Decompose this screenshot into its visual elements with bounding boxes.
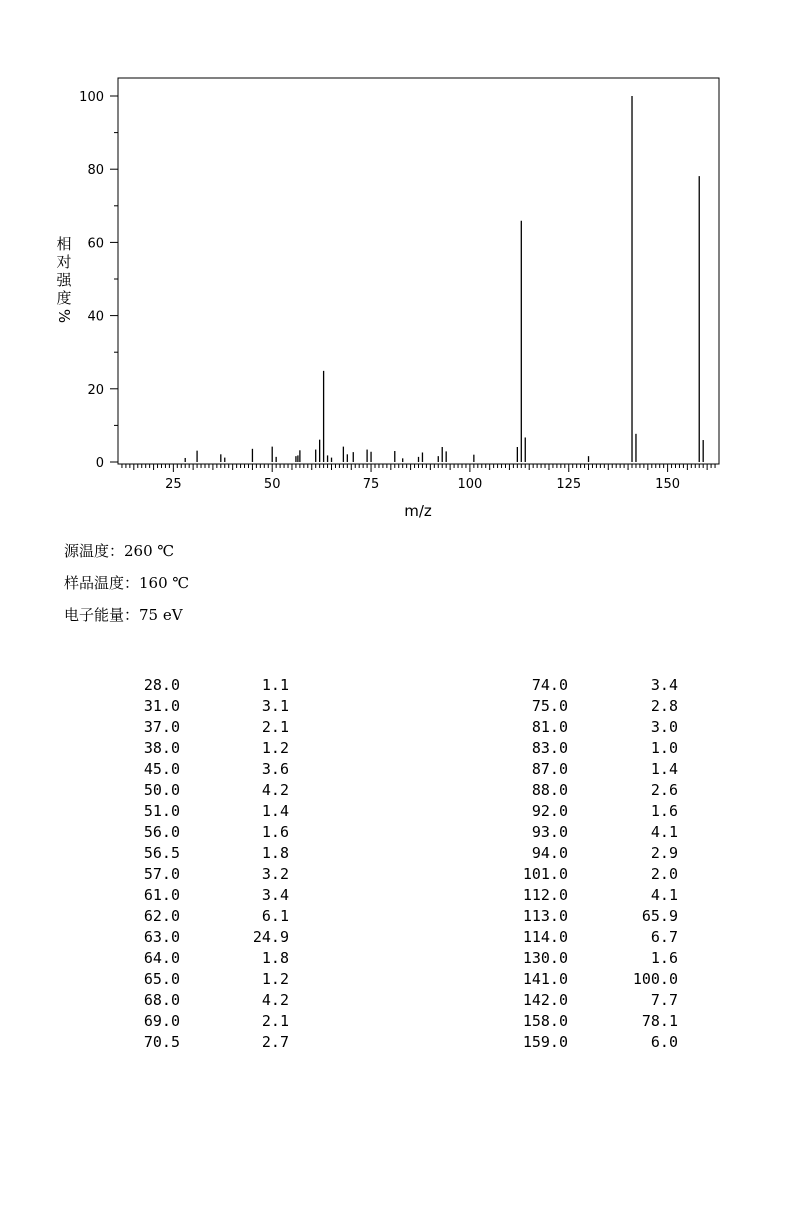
mz-value: 114.0	[522, 928, 568, 946]
y-axis-title-char: 对	[56, 253, 72, 271]
table-row	[0, 781, 400, 802]
table-row	[400, 760, 794, 781]
mz-value: 56.0	[143, 823, 180, 841]
table-row	[0, 991, 400, 1012]
condition-value: 160 ℃	[139, 574, 190, 592]
mz-value: 61.0	[143, 886, 180, 904]
mz-value: 141.0	[522, 970, 568, 988]
mass-spectrum-chart	[0, 0, 794, 530]
mz-value: 94.0	[531, 844, 568, 862]
mz-value: 130.0	[522, 949, 568, 967]
intensity-value: 3.0	[650, 718, 678, 736]
y-axis-title-char: 度	[56, 289, 72, 307]
y-axis-title-char: 强	[56, 271, 72, 289]
table-row	[400, 739, 794, 760]
table-row	[0, 697, 400, 718]
table-row	[400, 718, 794, 739]
intensity-value: 1.6	[650, 802, 678, 820]
mz-value: 88.0	[531, 781, 568, 799]
table-row	[400, 928, 794, 949]
x-tick-label: 50	[263, 477, 281, 492]
intensity-value: 3.1	[261, 697, 289, 715]
table-row	[0, 739, 400, 760]
table-row	[0, 718, 400, 739]
mz-value: 37.0	[143, 718, 180, 736]
table-row	[0, 928, 400, 949]
y-axis-title	[55, 235, 73, 323]
intensity-value: 1.8	[261, 844, 289, 862]
intensity-value: 1.0	[650, 739, 678, 757]
table-row	[0, 676, 400, 697]
x-tick-label: 75	[362, 477, 380, 492]
intensity-value: 2.6	[650, 781, 678, 799]
mz-value: 81.0	[531, 718, 568, 736]
intensity-value: 3.4	[650, 676, 678, 694]
x-tick-label: 125	[556, 477, 582, 492]
mz-value: 56.5	[143, 844, 180, 862]
intensity-value: 65.9	[641, 907, 678, 925]
table-row	[400, 907, 794, 928]
mz-value: 57.0	[143, 865, 180, 883]
intensity-value: 1.6	[650, 949, 678, 967]
table-row	[400, 949, 794, 970]
table-row	[400, 844, 794, 865]
table-row	[0, 949, 400, 970]
intensity-value: 2.0	[650, 865, 678, 883]
intensity-value: 1.1	[261, 676, 289, 694]
x-axis-ticks	[122, 464, 715, 492]
intensity-value: 6.0	[650, 1033, 678, 1051]
mz-value: 63.0	[143, 928, 180, 946]
y-tick-label: 40	[87, 309, 104, 325]
table-row	[400, 781, 794, 802]
intensity-value: 2.1	[261, 1012, 289, 1030]
y-tick-label: 100	[79, 90, 104, 105]
mz-value: 69.0	[143, 1012, 180, 1030]
intensity-value: 3.6	[261, 760, 289, 778]
mz-value: 45.0	[143, 760, 180, 778]
intensity-value: 1.6	[261, 823, 289, 841]
mz-value: 51.0	[143, 802, 180, 820]
mz-value: 74.0	[531, 676, 568, 694]
mz-value: 93.0	[531, 823, 568, 841]
intensity-value: 1.2	[261, 739, 289, 757]
mz-value: 70.5	[143, 1033, 180, 1051]
intensity-value: 2.8	[650, 697, 678, 715]
table-row	[400, 1012, 794, 1033]
condition-label: 源温度：	[64, 542, 125, 560]
y-axis-title-char: %	[55, 308, 73, 324]
table-row	[0, 1033, 400, 1054]
table-row	[0, 970, 400, 991]
x-tick-label: 25	[165, 477, 182, 492]
intensity-value: 3.4	[261, 886, 289, 904]
sample-temperature	[64, 572, 189, 593]
mz-value: 83.0	[531, 739, 568, 757]
table-row	[400, 991, 794, 1012]
x-tick-label: 150	[655, 477, 681, 492]
intensity-value: 1.2	[261, 970, 289, 988]
condition-value: 75 eV	[139, 606, 183, 624]
mz-value: 142.0	[522, 991, 568, 1009]
table-row	[0, 886, 400, 907]
condition-label: 电子能量：	[64, 606, 140, 624]
intensity-value: 1.8	[261, 949, 289, 967]
intensity-value: 6.7	[650, 928, 678, 946]
intensity-value: 6.1	[261, 907, 289, 925]
table-row	[400, 970, 794, 991]
mz-value: 28.0	[143, 676, 180, 694]
intensity-value: 7.7	[650, 991, 678, 1009]
intensity-value: 78.1	[641, 1012, 678, 1030]
table-row	[0, 823, 400, 844]
intensity-value: 100.0	[632, 970, 678, 988]
y-tick-label: 20	[87, 382, 104, 398]
intensity-value: 2.7	[261, 1033, 289, 1051]
mz-value: 113.0	[522, 907, 568, 925]
table-row	[400, 865, 794, 886]
source-temperature	[64, 540, 174, 561]
mz-value: 159.0	[522, 1033, 568, 1051]
intensity-value: 24.9	[252, 928, 289, 946]
table-row	[0, 865, 400, 886]
intensity-value: 3.2	[261, 865, 289, 883]
intensity-value: 2.9	[650, 844, 678, 862]
peak-bars	[185, 96, 703, 462]
intensity-value: 1.4	[261, 802, 289, 820]
mz-value: 62.0	[143, 907, 180, 925]
peak-table-right	[400, 676, 794, 1054]
mz-value: 31.0	[143, 697, 180, 715]
table-row	[0, 1012, 400, 1033]
electron-energy	[64, 604, 183, 625]
y-axis-ticks	[79, 90, 118, 471]
table-row	[400, 823, 794, 844]
y-tick-label: 60	[87, 236, 104, 252]
x-axis-title: m/z	[404, 502, 432, 520]
table-row	[400, 802, 794, 823]
intensity-value: 4.1	[650, 823, 678, 841]
y-axis-title-char: 相	[56, 235, 72, 253]
condition-label: 样品温度：	[64, 574, 140, 592]
mz-value: 50.0	[143, 781, 180, 799]
intensity-value: 4.2	[261, 991, 289, 1009]
mz-value: 64.0	[143, 949, 180, 967]
x-tick-label: 100	[457, 477, 483, 492]
mz-value: 87.0	[531, 760, 568, 778]
table-row	[400, 886, 794, 907]
mz-value: 92.0	[531, 802, 568, 820]
plot-frame	[118, 78, 719, 464]
mz-value: 101.0	[522, 865, 568, 883]
mz-value: 112.0	[522, 886, 568, 904]
peak-table-left	[0, 676, 400, 1054]
table-row	[400, 697, 794, 718]
y-tick-label: 0	[95, 456, 104, 471]
intensity-value: 4.1	[650, 886, 678, 904]
condition-value: 260 ℃	[124, 542, 175, 560]
y-tick-label: 80	[87, 163, 104, 179]
intensity-value: 2.1	[261, 718, 289, 736]
table-row	[400, 1033, 794, 1054]
table-row	[0, 760, 400, 781]
mz-value: 75.0	[531, 697, 568, 715]
mz-value: 38.0	[143, 739, 180, 757]
table-row	[400, 676, 794, 697]
mz-value: 65.0	[143, 970, 180, 988]
mz-value: 158.0	[522, 1012, 568, 1030]
mz-value: 68.0	[143, 991, 180, 1009]
intensity-value: 4.2	[261, 781, 289, 799]
table-row	[0, 844, 400, 865]
table-row	[0, 802, 400, 823]
table-row	[0, 907, 400, 928]
intensity-value: 1.4	[650, 760, 678, 778]
